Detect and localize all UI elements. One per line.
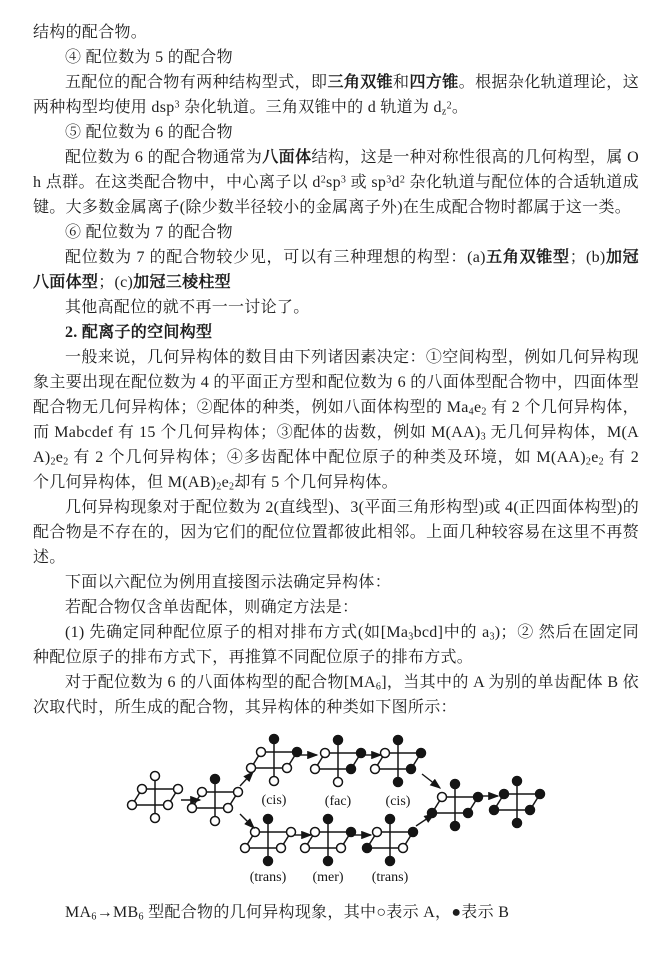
ligand-B-tr (293, 748, 302, 757)
ligand-A-bl (247, 764, 256, 773)
octahedron-MA6 (128, 772, 183, 823)
text-run-sub: 2 (481, 406, 487, 418)
text-run-sup: 2 (399, 174, 406, 186)
isomer-diagram (33, 728, 639, 896)
text-run: 有 2 个几何异构体，而 Mabcdef 有 15 个几何异构体；③配体的齿数，例如 M(AA) (33, 399, 639, 441)
ligand-A-br (224, 804, 233, 813)
ligand-A-tl (138, 785, 147, 794)
reaction-arrow (240, 814, 254, 828)
text-run-sub: 2 (229, 481, 235, 493)
isomer-label-fac-MA3B3: (fac) (324, 794, 352, 809)
ligand-A-bottom (151, 814, 160, 823)
ligand-B-bottom (394, 778, 403, 787)
ligand-B-top (386, 815, 395, 824)
text-run: e (221, 474, 230, 491)
text-run: 或 sp (346, 174, 387, 191)
reaction-arrow (416, 814, 434, 826)
ligand-B-br (526, 806, 535, 815)
ligand-B-bottom (451, 822, 460, 831)
text-run: 对于配位数为 6 的八面体构型的配合物[MA (65, 674, 376, 691)
text-run-sub: 6 (91, 911, 97, 923)
text-run-b: 五角双锥型 (485, 249, 570, 266)
text-run-sub: 2 (63, 456, 69, 468)
ligand-A-tl (257, 748, 266, 757)
ligand-A-br (399, 844, 408, 853)
ligand-B-tr (347, 828, 356, 837)
list-item-4 (33, 45, 639, 70)
paragraph (33, 620, 639, 670)
isomer-diagram-figure (33, 728, 639, 896)
ligand-A-bottom (270, 777, 279, 786)
text-run-b: 加冠八面体型 (33, 249, 639, 291)
paragraph (33, 295, 639, 320)
ligand-B-tr (417, 749, 426, 758)
text-run: 结构的配合物。 (33, 24, 148, 41)
section-heading (33, 320, 639, 345)
ligand-B-top (270, 735, 279, 744)
ligand-B-top (394, 736, 403, 745)
text-run-sub: 2 (216, 481, 222, 493)
body-text (33, 20, 639, 720)
octahedron-MAB5 (428, 780, 483, 831)
text-run-b: 2. 配离子的空间构型 (65, 324, 213, 341)
text-run: bcd]中的 a (413, 624, 490, 641)
text-run-sub: 3 (480, 431, 486, 443)
ligand-B-tr (409, 828, 418, 837)
paragraph (33, 670, 639, 720)
text-run: 却有 5 个几何异构体。 (234, 474, 398, 491)
text-run: 五配位的配合物有两种结构型式，即 (65, 74, 328, 91)
text-run-sub: 3 (408, 631, 414, 643)
ligand-A-tl (321, 749, 330, 758)
ligand-B-br (347, 765, 356, 774)
ligand-A-bl (128, 801, 137, 810)
ligand-A-tl (311, 828, 320, 837)
ligand-B-br (407, 765, 416, 774)
isomer-label-cis-MA2B4: (cis) (385, 794, 411, 809)
text-run: 。 (451, 99, 469, 116)
text-run: 下面以六配位为例用直接图示法确定异构体： (65, 574, 392, 591)
ligand-B-tr (357, 749, 366, 758)
text-run-sub: 6 (375, 681, 382, 693)
ligand-A-tl (251, 828, 260, 837)
ligand-B-top (211, 775, 220, 784)
reaction-arrow (422, 774, 440, 788)
text-run: ⑥ 配位数为 7 的配合物 (65, 224, 233, 241)
reaction-arrow (240, 772, 253, 786)
ligand-A-tl (438, 793, 447, 802)
text-run: 杂化轨道。三角双锥中的 d 轨道为 d (179, 99, 442, 116)
text-run: 配位数为 7 的配合物较少见，可以有三种理想的构型：(a) (65, 249, 486, 266)
paragraph (33, 570, 639, 595)
text-run: 。根据杂化轨道理论，这两种构型均使用 dsp (33, 74, 639, 116)
ligand-A-bl (371, 765, 380, 774)
text-run-sub: 2 (598, 456, 604, 468)
list-item-5 (33, 120, 639, 145)
text-run-sup: 3 (386, 174, 392, 186)
ligand-A-tl (373, 828, 382, 837)
ligand-A-bottom (211, 817, 220, 826)
text-run: 型配合物的几何异构现象，其中○表示 A，●表示 B (143, 904, 510, 921)
text-run-sub: 2 (585, 456, 592, 468)
octahedron-cis-MA4B2 (247, 735, 302, 786)
list-item-6 (33, 220, 639, 245)
octahedron-trans-MA2B4 (363, 815, 418, 866)
paragraph (33, 245, 639, 295)
text-run: 配位数为 6 的配合物通常为 (65, 149, 263, 166)
ligand-A-bottom (334, 778, 343, 787)
isomer-label-trans-MA4B2: (trans) (249, 870, 287, 885)
ligand-B-top (334, 736, 343, 745)
text-run: 结构，这是一种对称性很高的几何构型，属 Oh 点群。在这类配合物中，中心离子以 d (33, 149, 639, 191)
paragraph (33, 595, 639, 620)
ligand-A-bl (241, 844, 250, 853)
text-run-b: 加冠三棱柱型 (133, 274, 231, 291)
text-run: →MB (96, 904, 139, 921)
ligand-A-br (337, 844, 346, 853)
text-run: e (473, 399, 482, 416)
text-run: 其他高配位的就不再一一讨论了。 (65, 299, 310, 316)
text-run: d (391, 174, 400, 191)
paragraph (33, 70, 639, 120)
text-run-sub: 6 (138, 911, 144, 923)
text-run: sp (326, 174, 341, 191)
ligand-A-bl (301, 844, 310, 853)
ligand-B-top (264, 815, 273, 824)
text-run: 若配合物仅含单齿配体，则确定方法是： (65, 599, 359, 616)
ligand-A-bl (188, 804, 197, 813)
text-run: e (591, 449, 599, 466)
text-run-sup: 3 (174, 99, 180, 111)
ligand-B-bottom (386, 857, 395, 866)
ligand-A-br (164, 801, 173, 810)
ligand-A-tr (174, 785, 183, 794)
isomer-label-trans-MA2B4: (trans) (371, 870, 409, 885)
ligand-B-tl (500, 790, 509, 799)
text-run: ⑤ 配位数为 6 的配合物 (65, 124, 233, 141)
text-run: (1) 先确定同种配位原子的相对排布方式(如[Ma (65, 624, 409, 641)
ligand-B-top (451, 780, 460, 789)
text-run-sub: 2 (50, 456, 56, 468)
text-run-sub: z (441, 106, 447, 118)
ligand-B-bottom (324, 857, 333, 866)
ligand-A-tr (287, 828, 296, 837)
ligand-A-top (151, 772, 160, 781)
text-run-sup: 2 (320, 174, 327, 186)
octahedron-cis-MA2B4 (371, 736, 426, 787)
ligand-B-bottom (264, 857, 273, 866)
ligand-A-bl (311, 765, 320, 774)
text-run-b: 四方锥 (409, 74, 459, 91)
text-run-b: 三角双锥 (327, 74, 394, 91)
text-run-sub: 3 (489, 631, 495, 643)
text-run: 和 (393, 74, 410, 91)
text-run-sup: 3 (340, 174, 347, 186)
text-run: 几何异构现象对于配位数为 2(直线型)、3(平面三角形构型)或 4(正四面体构型)的配合物是不存在的，因为它们的配位位置都彼此相邻。上面几种较容易在这里不再赘述。 (33, 499, 639, 566)
ligand-A-br (283, 764, 292, 773)
isomer-label-mer-MA3B3: (mer) (312, 870, 344, 885)
text-run: 无几何异构体，M(AA) (33, 424, 639, 466)
ligand-B-br (464, 809, 473, 818)
isomer-label-cis-MA4B2: (cis) (261, 793, 287, 808)
octahedron-mer-MA3B3 (301, 815, 356, 866)
paragraph (33, 145, 639, 220)
ligand-B-bl (363, 844, 372, 853)
ligand-B-tr (536, 790, 545, 799)
text-run: ；(c) (98, 274, 134, 291)
ligand-A-tl (198, 788, 207, 797)
figure-caption (33, 900, 639, 925)
text-run-subsup: 2 (446, 100, 452, 112)
ligand-A-br (277, 844, 286, 853)
text-run: e (55, 449, 64, 466)
text-run: 有 2 个几何异构体；④多齿配体中配位原子的种类及环境，如 M(AA) (68, 449, 586, 466)
ligand-B-top (324, 815, 333, 824)
ligand-B-tr (474, 793, 483, 802)
octahedron-MB6 (490, 777, 545, 828)
text-run-sub: 4 (468, 406, 474, 418)
text-run: ；(b) (569, 249, 606, 266)
paragraph (33, 495, 639, 570)
paragraph (33, 345, 639, 495)
ligand-B-bottom (513, 819, 522, 828)
ligand-B-bl (490, 806, 499, 815)
text-run: MA (65, 904, 92, 921)
octahedron-fac-MA3B3 (311, 736, 366, 787)
ligand-A-tr (234, 788, 243, 797)
paragraph (33, 20, 639, 45)
text-run: 一般来说，几何异构体的数目由下列诸因素决定：①空间构型，例如几何异构现象主要出现在配位数为 4 的平面正方型和配位数为 6 的八面体型配合物中，四面体型配合物无几何异构体；②配体的种类，例如八面体构型的 Ma (33, 349, 639, 416)
ligand-A-tl (381, 749, 390, 758)
text-run-b: 八面体 (262, 149, 312, 166)
text-run: ]，当其中的 A 为别的单齿配体 B 依次取代时，所生成的配合物，其异构体的种类如下图所示： (33, 674, 639, 716)
text-run: 有 2 个几何异构体，但 M(AB) (33, 449, 639, 491)
text-run: )；② 然后在固定同种配位原子的排布方式下，再推算不同配位原子的排布方式。 (33, 624, 639, 666)
text-run: ④ 配位数为 5 的配合物 (65, 49, 233, 66)
text-run: 杂化轨道与配位体的合适轨道成键。大多数金属离子(除少数半径较小的金属离子外)在生成配合物时都属于这一类。 (33, 174, 639, 216)
ligand-B-top (513, 777, 522, 786)
